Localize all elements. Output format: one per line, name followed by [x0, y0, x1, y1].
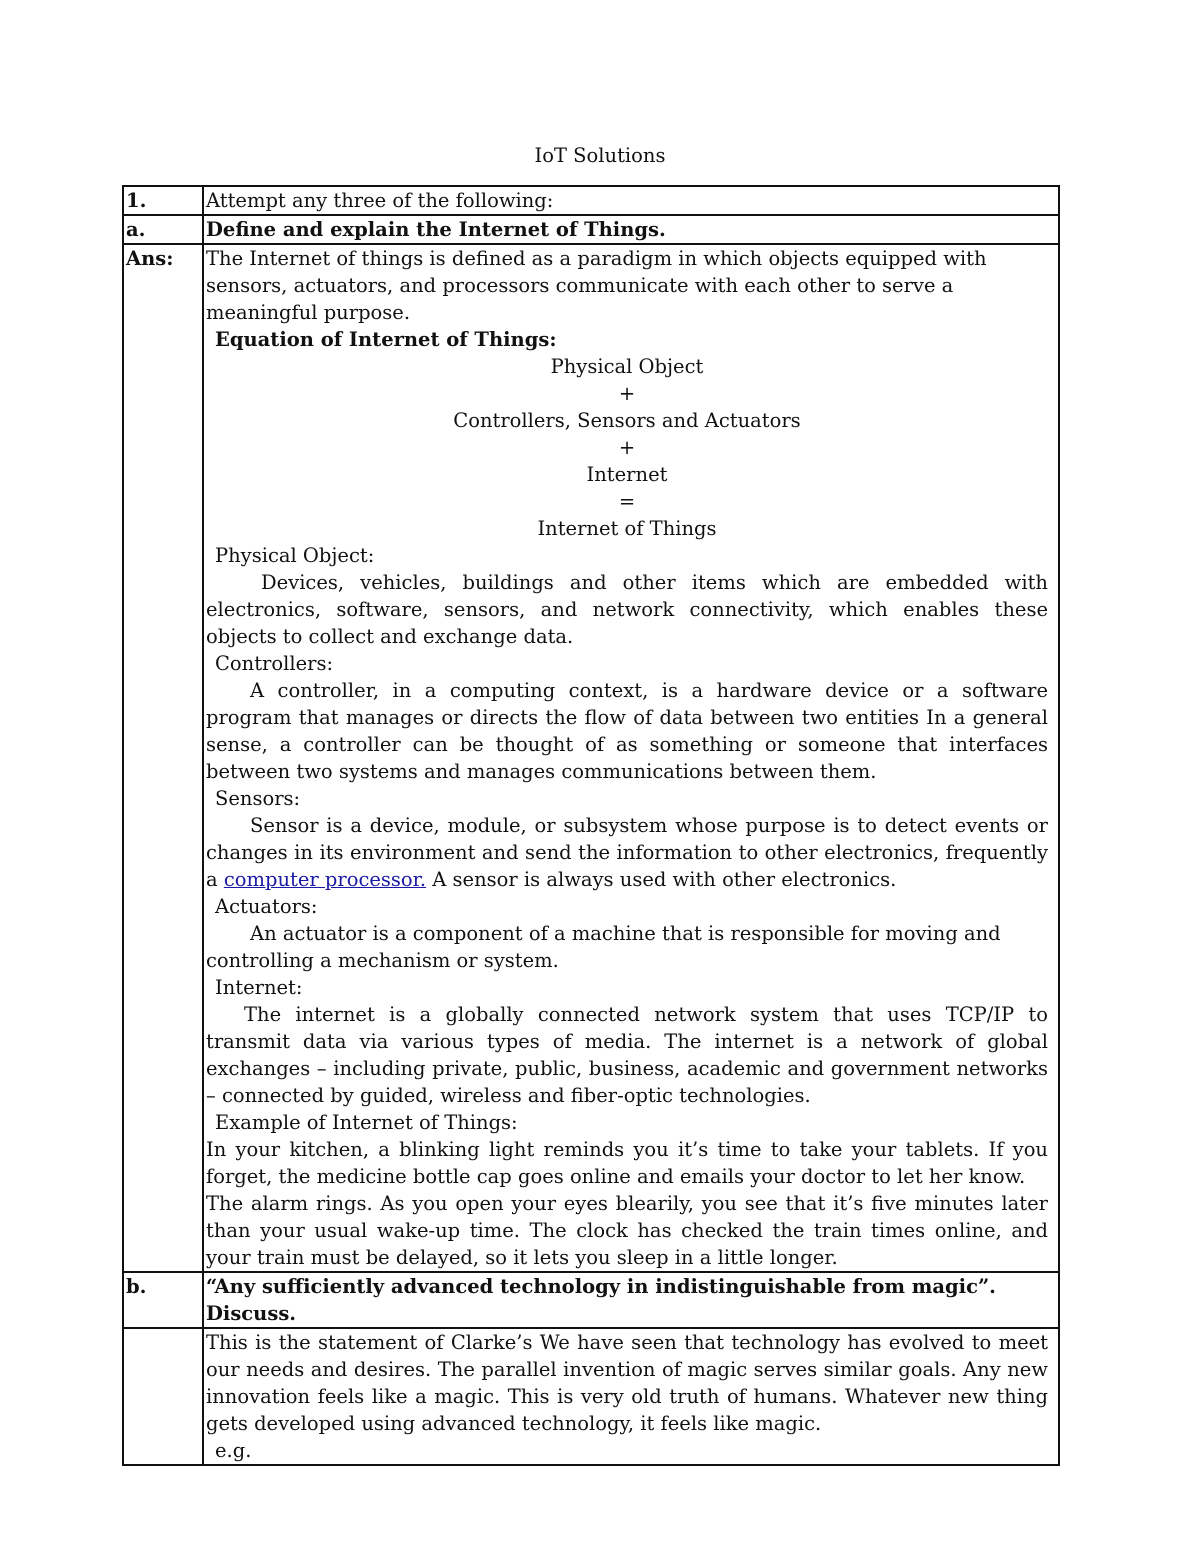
row-label-empty [123, 1328, 203, 1465]
table-row-ans [123, 244, 1059, 1272]
physical-object-heading: Physical Object: [215, 544, 375, 567]
actuators-heading: Actuators: [215, 895, 318, 918]
answer-a-cell [203, 244, 1059, 1272]
sensors-text-before: Sensor is a device, module, or subsystem whose purpose is to detect events or changes in its environment and send the information to other electronics, frequently a [206, 814, 1048, 891]
table-row-b [123, 1272, 1059, 1328]
table-row-1 [123, 186, 1059, 215]
equation-term-controllers: Controllers, Sensors and Actuators [453, 409, 801, 432]
internet-heading: Internet: [215, 976, 303, 999]
answer-label: Ans: [123, 244, 203, 1272]
example-paragraph-2: The alarm rings. As you open your eyes blearily, you see that it’s five minutes later than your usual wake-up time. The clock has checked the train times online, and your train must be delayed, so it lets you sleep in a little longer. [206, 1192, 1048, 1269]
question-table [122, 185, 1060, 1466]
actuators-text-line2: controlling a mechanism or system. [206, 949, 559, 972]
equation-plus-2: + [618, 436, 636, 459]
internet-text: The internet is a globally connected network system that uses TCP/IP to transmit data via various types of media. The internet is a network of global exchanges – including private, public, business, academic and government networks – connected by guided, wireless and fiber-optic technologies. [206, 1003, 1048, 1107]
equation-plus-1: + [618, 382, 636, 405]
sensors-text [206, 812, 1048, 893]
table-row-a [123, 215, 1059, 244]
question-a-text: Define and explain the Internet of Things. [203, 215, 1059, 244]
instruction-text: Attempt any three of the following: [203, 186, 1059, 215]
row-label-1: 1. [123, 186, 203, 215]
iot-definition: The Internet of things is defined as a paradigm in which objects equipped with sensors, actuators, and processors communicate with each other to serve a meaningful purpose. [206, 247, 987, 324]
example-heading: Example of Internet of Things: [215, 1111, 518, 1134]
equation-equals: = [618, 490, 636, 513]
equation-term-physical-object: Physical Object [550, 355, 704, 378]
row-label-b: b. [123, 1272, 203, 1328]
question-b-text: “Any sufficiently advanced technology in indistinguishable from magic”. Discuss. [203, 1272, 1059, 1328]
answer-b-text: This is the statement of Clarke’s We have seen that technology has evolved to meet our needs and desires. The parallel invention of magic serves similar goals. Any new innovation feels like a magic. This is very old truth of humans. Whatever new thing gets developed using advanced technology, it feels like magic. [206, 1331, 1048, 1435]
equation-term-internet: Internet [586, 463, 668, 486]
answer-b-cell [203, 1328, 1059, 1465]
page-title: IoT Solutions [534, 144, 666, 167]
actuators-text-line1: An actuator is a component of a machine that is responsible for moving and [250, 922, 1001, 945]
example-paragraph-1: In your kitchen, a blinking light reminds you it’s time to take your tablets. If you forget, the medicine bottle cap goes online and emails your doctor to let her know. [206, 1138, 1048, 1188]
equation-heading: Equation of Internet of Things: [215, 328, 557, 351]
equation-result: Internet of Things [537, 517, 717, 540]
table-row-b-answer [123, 1328, 1059, 1465]
equation-block [206, 353, 1048, 542]
controllers-heading: Controllers: [215, 652, 334, 675]
computer-processor-link[interactable]: computer processor. [223, 868, 427, 891]
answer-b-eg: e.g. [215, 1439, 252, 1462]
row-label-a: a. [123, 215, 203, 244]
controllers-text: A controller, in a computing context, is a hardware device or a software program that manages or directs the flow of data between two entities In a general sense, a controller can be thought of as something or someone that interfaces between two systems and manages communications between them. [206, 679, 1048, 783]
sensors-heading: Sensors: [215, 787, 301, 810]
sensors-text-after: A sensor is always used with other electronics. [426, 868, 897, 891]
physical-object-text: Devices, vehicles, buildings and other items which are embedded with electronics, software, sensors, and network connectivity, which enables these objects to collect and exchange data. [206, 571, 1048, 648]
